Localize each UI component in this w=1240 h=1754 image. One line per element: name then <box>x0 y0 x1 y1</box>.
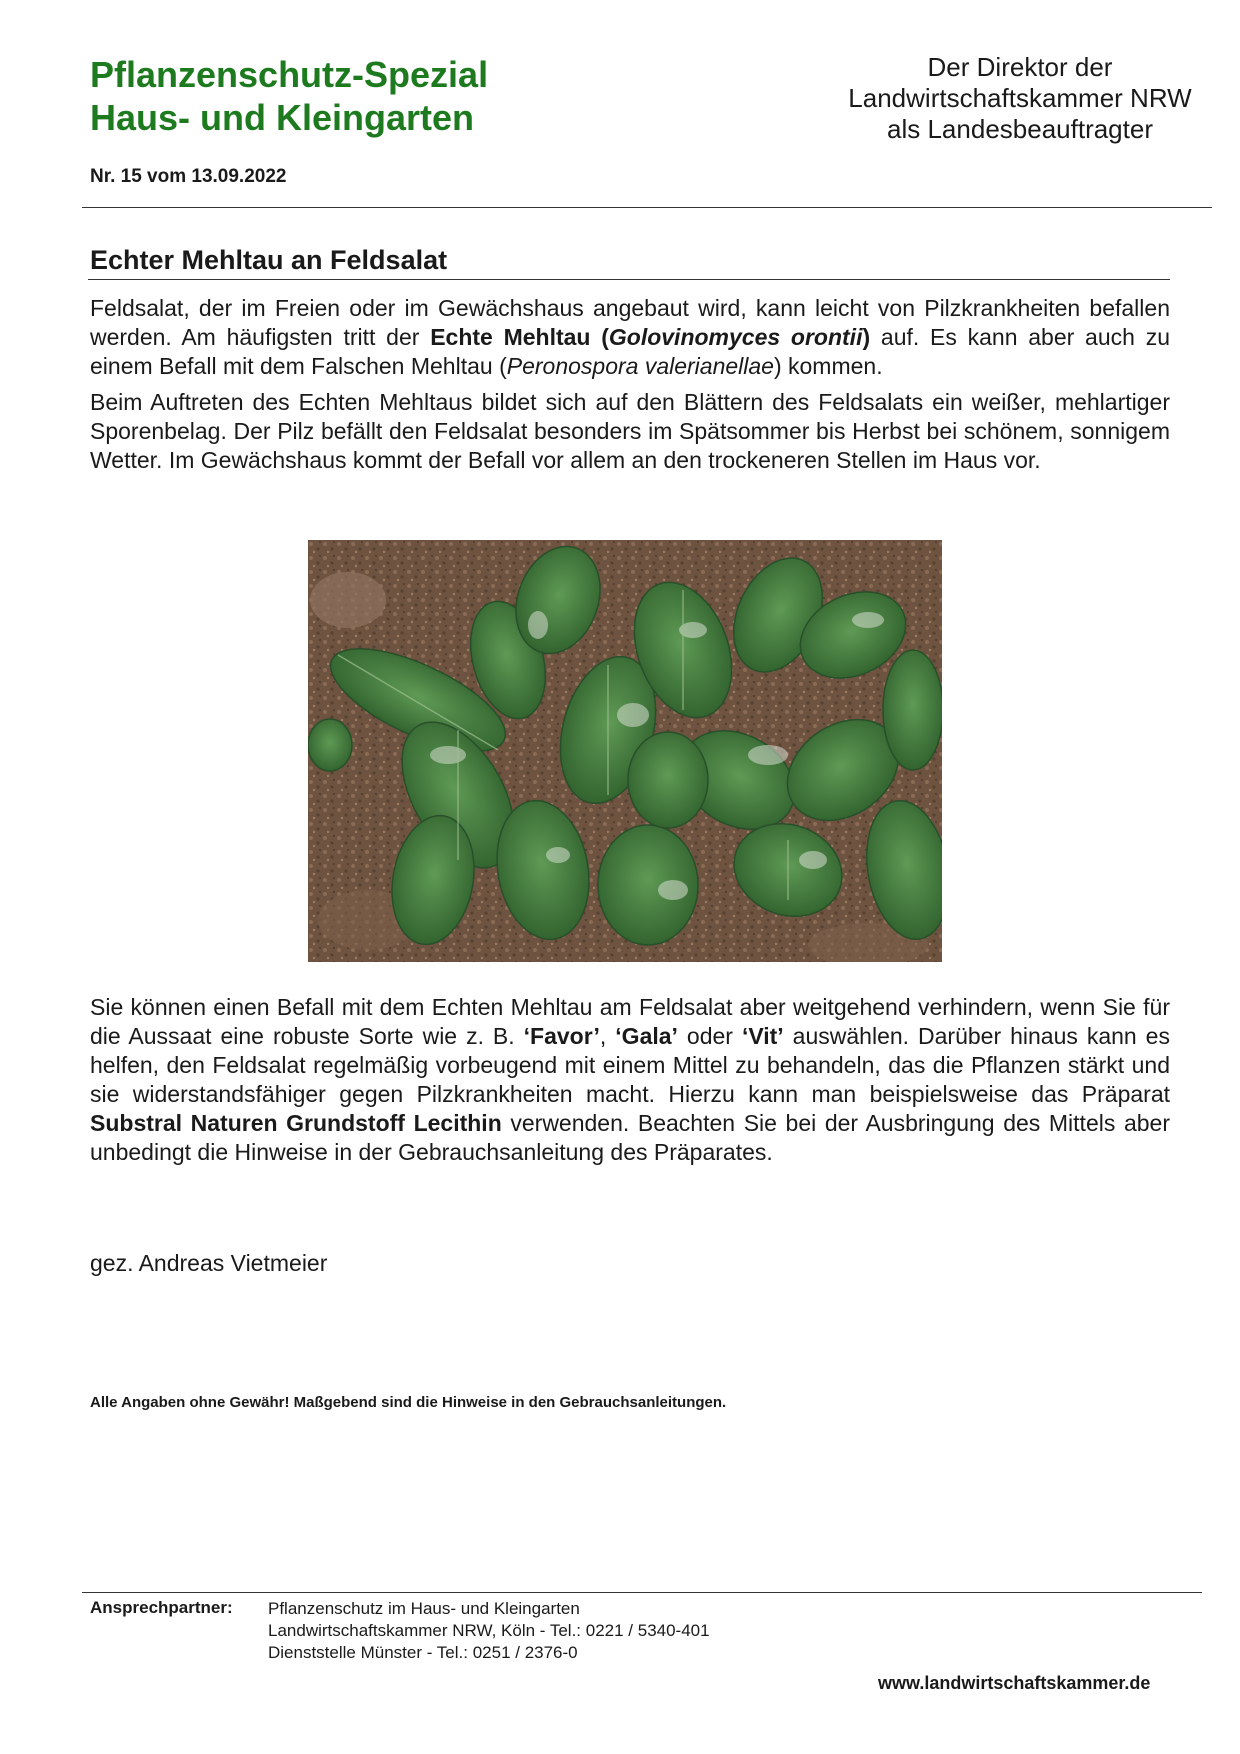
paragraph-intro <box>90 294 1170 381</box>
authority-line: Landwirtschaftskammer NRW <box>848 83 1192 113</box>
footer-divider <box>82 1592 1202 1593</box>
feldsalat-mildew-photo <box>308 540 942 962</box>
issue-number-date: Nr. 15 vom 13.09.2022 <box>90 166 287 187</box>
website-link[interactable]: www.landwirtschaftskammer.de <box>878 1673 1151 1693</box>
authority-line: Der Direktor der <box>927 52 1113 82</box>
species-peronospora: Peronospora valerianellae <box>506 353 774 379</box>
issuing-authority <box>830 52 1210 145</box>
contact-line: Landwirtschaftskammer NRW, Köln - Tel.: 0221 / 5340-401 <box>268 1621 710 1640</box>
text-run: Feldsalat, der im Freien oder im Gewächshaus angebaut wird, kann leicht von Pilzkrankheiten befallen werden. Am häufigsten tritt der <box>90 295 1170 350</box>
text-run: auswählen. Darüber hinaus kann es helfen, den Feldsalat regelmäßig vorbeugend mit einem Mittel zu behandeln, das die Pflanzen stärkt und sie widerstandsfähiger gegen Pilzkrankheiten macht. Hierzu kann man beispielsweise das Präparat <box>90 1023 1170 1107</box>
text-run: auf. Es kann aber auch zu einem Befall mit dem Falschen Mehltau ( <box>90 324 1170 379</box>
authority-line: als Landesbeauftragter <box>887 114 1153 144</box>
text-run: Sie können einen Befall mit dem Echten Mehltau am Feldsalat aber weitgehend verhindern, wenn Sie für die Aussaat eine robuste Sorte wie z. B. <box>90 994 1170 1049</box>
variety-vit: ‘Vit’ <box>741 1023 784 1049</box>
bulletin-title-line-2: Haus- und Kleingarten <box>90 97 475 138</box>
header-divider <box>82 207 1212 208</box>
paragraph-symptoms: Beim Auftreten des Echten Mehltaus bildet sich auf den Blättern des Feldsalats ein weißer, mehlartiger Sporenbelag. Der Pilz befällt den Feldsalat besonders im Spätsommer bis Herbst bei schönem, sonnigem Wetter. Im Gewächshaus kommt der Befall vor allem an den trockeneren Stellen im Haus vor. <box>90 389 1170 473</box>
contact-label: Ansprechpartner: <box>90 1598 233 1617</box>
heading-underline <box>88 279 1170 280</box>
article-heading: Echter Mehltau an Feldsalat <box>90 245 448 275</box>
emphasis-bracket: ) <box>862 324 871 350</box>
text-run: oder <box>677 1023 742 1049</box>
species-golovinomyces: Golovinomyces orontii <box>608 324 863 350</box>
bulletin-title-line-1: Pflanzenschutz-Spezial <box>90 54 489 95</box>
contact-line: Pflanzenschutz im Haus- und Kleingarten <box>268 1599 580 1618</box>
variety-favor: ‘Favor’ <box>523 1023 600 1049</box>
product-name: Substral Naturen Grundstoff Lecithin <box>90 1110 502 1136</box>
disclaimer: Alle Angaben ohne Gewähr! Maßgebend sind die Hinweise in den Gebrauchsanleitungen. <box>90 1394 727 1411</box>
text-run: verwenden. Beachten Sie bei der Ausbringung des Mittels aber unbedingt die Hinweise in der Gebrauchsanleitung des Präparates. <box>90 1110 1170 1165</box>
signature: gez. Andreas Vietmeier <box>90 1250 328 1276</box>
text-run: ) kommen. <box>773 353 883 379</box>
variety-gala: ‘Gala’ <box>615 1023 678 1049</box>
text-run: , <box>599 1023 616 1049</box>
paragraph-prevention <box>90 993 1170 1167</box>
contact-line: Dienststelle Münster - Tel.: 0251 / 2376-0 <box>268 1643 578 1662</box>
contact-details <box>268 1598 710 1664</box>
emphasis-echter-mehltau: Echte Mehltau ( <box>430 324 609 350</box>
